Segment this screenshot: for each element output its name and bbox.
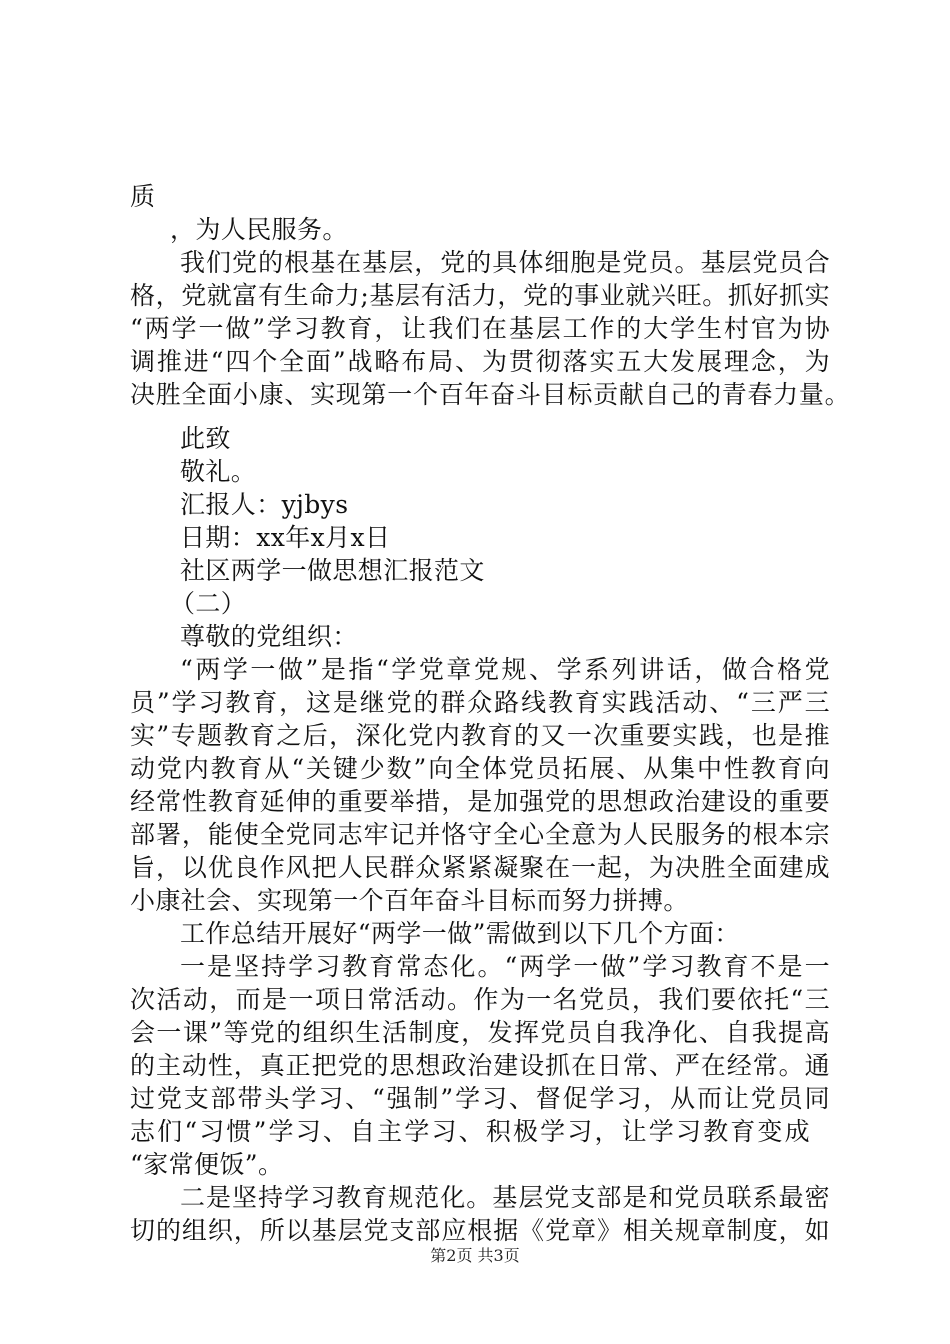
text-line: 一是坚持学习教育常态化。“两学一做”学习教育不是一: [180, 952, 830, 981]
text-line: 的主动性，真正把党的思想政治建设抓在日常、严在经常。通: [130, 1051, 830, 1080]
closing-salutation: 此致: [180, 424, 231, 453]
text-line: 会一课”等党的组织生活制度，发挥党员自我净化、自我提高: [130, 1018, 830, 1047]
text-line: 动党内教育从“关键少数”向全体党员拓展、从集中性教育向: [130, 754, 830, 783]
text-line: 格，党就富有生命力;基层有活力，党的事业就兴旺。抓好抓实: [130, 281, 830, 310]
text-line: 经常性教育延伸的重要举措，是加强党的思想政治建设的重要: [130, 787, 830, 816]
text-line: 实”专题教育之后，深化党内教育的又一次重要实践，也是推: [130, 721, 830, 750]
text-line: 二是坚持学习教育规范化。基层党支部是和党员联系最密: [180, 1183, 830, 1212]
text-line: “两学一做”学习教育，让我们在基层工作的大学生村官为协: [130, 314, 830, 343]
text-line: 员”学习教育，这是继党的群众路线教育实践活动、“三严三: [130, 688, 830, 717]
reporter-line: 汇报人：yjbys: [180, 490, 349, 519]
date-line: 日期：xx年x月x日: [180, 523, 391, 552]
text-line: 调推进“四个全面”战略布局、为贯彻落实五大发展理念，为: [130, 347, 830, 376]
text-line: 旨，以优良作风把人民群众紧紧凝聚在一起，为决胜全面建成: [130, 853, 830, 882]
text-line: “两学一做”是指“学党章党规、学系列讲话，做合格党: [180, 655, 830, 684]
text-line: 工作总结开展好“两学一做”需做到以下几个方面：: [180, 919, 740, 948]
text-line: 我们党的根基在基层，党的具体细胞是党员。基层党员合: [180, 248, 830, 277]
greeting: 尊敬的党组织：: [180, 622, 358, 651]
closing-regards: 敬礼。: [180, 457, 257, 486]
text-line: ，为人民服务。: [170, 215, 348, 244]
text-line: 决胜全面小康、实现第一个百年奋斗目标贡献自己的青春力量。: [130, 380, 850, 409]
text-line: 切的组织，所以基层党支部应根据《党章》相关规章制度，如: [130, 1216, 830, 1245]
text-line: 过党支部带头学习、“强制”学习、督促学习，从而让党员同: [130, 1084, 830, 1113]
text-line: 小康社会、实现第一个百年奋斗目标而努力拼搏。: [130, 886, 689, 915]
text-line: “家常便饭”。: [130, 1150, 284, 1179]
page-footer: 第2页 共3页: [430, 1246, 520, 1265]
text-line: 志们“习惯”学习、自主学习、积极学习，让学习教育变成: [130, 1117, 810, 1146]
section-title: 社区两学一做思想汇报范文: [180, 556, 485, 585]
text-line: 质: [130, 182, 156, 211]
section-number: （二）: [170, 589, 247, 618]
text-line: 次活动，而是一项日常活动。作为一名党员，我们要依托“三: [130, 985, 830, 1014]
text-line: 部署，能使全党同志牢记并恪守全心全意为人民服务的根本宗: [130, 820, 830, 849]
